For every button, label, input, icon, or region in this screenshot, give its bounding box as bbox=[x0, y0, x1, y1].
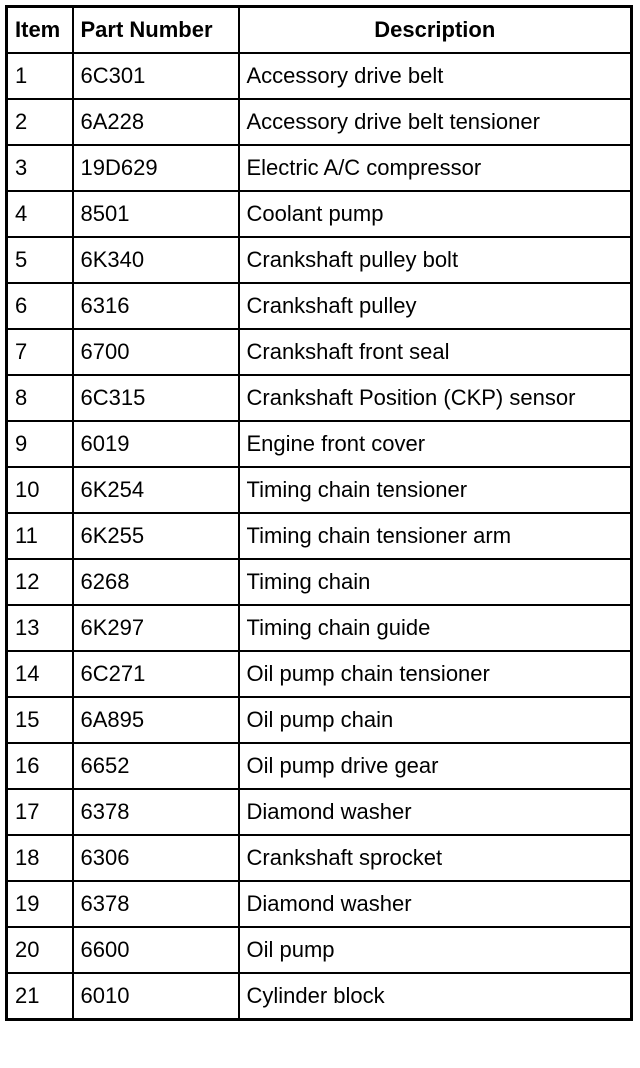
cell-part-number: 6C271 bbox=[73, 651, 239, 697]
cell-item: 20 bbox=[7, 927, 73, 973]
cell-part-number: 6019 bbox=[73, 421, 239, 467]
table-row bbox=[7, 559, 632, 605]
table-row bbox=[7, 743, 632, 789]
cell-part-number: 19D629 bbox=[73, 145, 239, 191]
cell-item: 4 bbox=[7, 191, 73, 237]
cell-description: Cylinder block bbox=[239, 973, 632, 1020]
cell-part-number: 6A228 bbox=[73, 99, 239, 145]
cell-part-number: 6C315 bbox=[73, 375, 239, 421]
table-row bbox=[7, 651, 632, 697]
cell-item: 15 bbox=[7, 697, 73, 743]
cell-item: 21 bbox=[7, 973, 73, 1020]
table-row bbox=[7, 605, 632, 651]
table-row bbox=[7, 53, 632, 99]
cell-part-number: 6652 bbox=[73, 743, 239, 789]
cell-part-number: 6K255 bbox=[73, 513, 239, 559]
cell-description: Engine front cover bbox=[239, 421, 632, 467]
cell-description: Electric A/C compressor bbox=[239, 145, 632, 191]
header-item: Item bbox=[7, 7, 73, 54]
table-body bbox=[7, 53, 632, 1020]
cell-description: Diamond washer bbox=[239, 881, 632, 927]
cell-item: 16 bbox=[7, 743, 73, 789]
table-row bbox=[7, 421, 632, 467]
cell-part-number: 6378 bbox=[73, 881, 239, 927]
cell-item: 19 bbox=[7, 881, 73, 927]
cell-description: Timing chain tensioner arm bbox=[239, 513, 632, 559]
cell-part-number: 6A895 bbox=[73, 697, 239, 743]
parts-table bbox=[5, 5, 633, 1021]
cell-item: 18 bbox=[7, 835, 73, 881]
cell-description: Crankshaft pulley bolt bbox=[239, 237, 632, 283]
cell-part-number: 6378 bbox=[73, 789, 239, 835]
cell-part-number: 6700 bbox=[73, 329, 239, 375]
table-row bbox=[7, 697, 632, 743]
cell-item: 6 bbox=[7, 283, 73, 329]
cell-part-number: 6268 bbox=[73, 559, 239, 605]
cell-part-number: 6306 bbox=[73, 835, 239, 881]
cell-item: 8 bbox=[7, 375, 73, 421]
cell-description: Crankshaft pulley bbox=[239, 283, 632, 329]
table-row bbox=[7, 789, 632, 835]
header-part-number: Part Number bbox=[73, 7, 239, 54]
cell-description: Oil pump chain bbox=[239, 697, 632, 743]
table-row bbox=[7, 237, 632, 283]
table-row bbox=[7, 835, 632, 881]
cell-item: 11 bbox=[7, 513, 73, 559]
table-row bbox=[7, 513, 632, 559]
cell-part-number: 6C301 bbox=[73, 53, 239, 99]
cell-item: 2 bbox=[7, 99, 73, 145]
table-row bbox=[7, 283, 632, 329]
cell-description: Oil pump bbox=[239, 927, 632, 973]
header-row bbox=[7, 7, 632, 54]
cell-item: 5 bbox=[7, 237, 73, 283]
table-row bbox=[7, 145, 632, 191]
cell-item: 10 bbox=[7, 467, 73, 513]
table-row bbox=[7, 99, 632, 145]
cell-description: Timing chain guide bbox=[239, 605, 632, 651]
table-row bbox=[7, 375, 632, 421]
table-row bbox=[7, 191, 632, 237]
cell-description: Timing chain bbox=[239, 559, 632, 605]
table-header bbox=[7, 7, 632, 54]
cell-part-number: 6K254 bbox=[73, 467, 239, 513]
cell-description: Timing chain tensioner bbox=[239, 467, 632, 513]
cell-part-number: 6K340 bbox=[73, 237, 239, 283]
cell-description: Diamond washer bbox=[239, 789, 632, 835]
table-row bbox=[7, 881, 632, 927]
table-row bbox=[7, 467, 632, 513]
cell-item: 1 bbox=[7, 53, 73, 99]
cell-item: 7 bbox=[7, 329, 73, 375]
cell-item: 17 bbox=[7, 789, 73, 835]
cell-part-number: 6316 bbox=[73, 283, 239, 329]
cell-item: 12 bbox=[7, 559, 73, 605]
cell-part-number: 8501 bbox=[73, 191, 239, 237]
table-row bbox=[7, 329, 632, 375]
header-description: Description bbox=[239, 7, 632, 54]
cell-item: 13 bbox=[7, 605, 73, 651]
cell-description: Accessory drive belt tensioner bbox=[239, 99, 632, 145]
cell-part-number: 6010 bbox=[73, 973, 239, 1020]
cell-part-number: 6K297 bbox=[73, 605, 239, 651]
table-row bbox=[7, 973, 632, 1020]
cell-item: 14 bbox=[7, 651, 73, 697]
table-row bbox=[7, 927, 632, 973]
cell-description: Crankshaft front seal bbox=[239, 329, 632, 375]
cell-description: Oil pump chain tensioner bbox=[239, 651, 632, 697]
cell-description: Accessory drive belt bbox=[239, 53, 632, 99]
cell-description: Oil pump drive gear bbox=[239, 743, 632, 789]
cell-item: 9 bbox=[7, 421, 73, 467]
cell-description: Crankshaft sprocket bbox=[239, 835, 632, 881]
cell-description: Crankshaft Position (CKP) sensor bbox=[239, 375, 632, 421]
cell-description: Coolant pump bbox=[239, 191, 632, 237]
cell-part-number: 6600 bbox=[73, 927, 239, 973]
cell-item: 3 bbox=[7, 145, 73, 191]
